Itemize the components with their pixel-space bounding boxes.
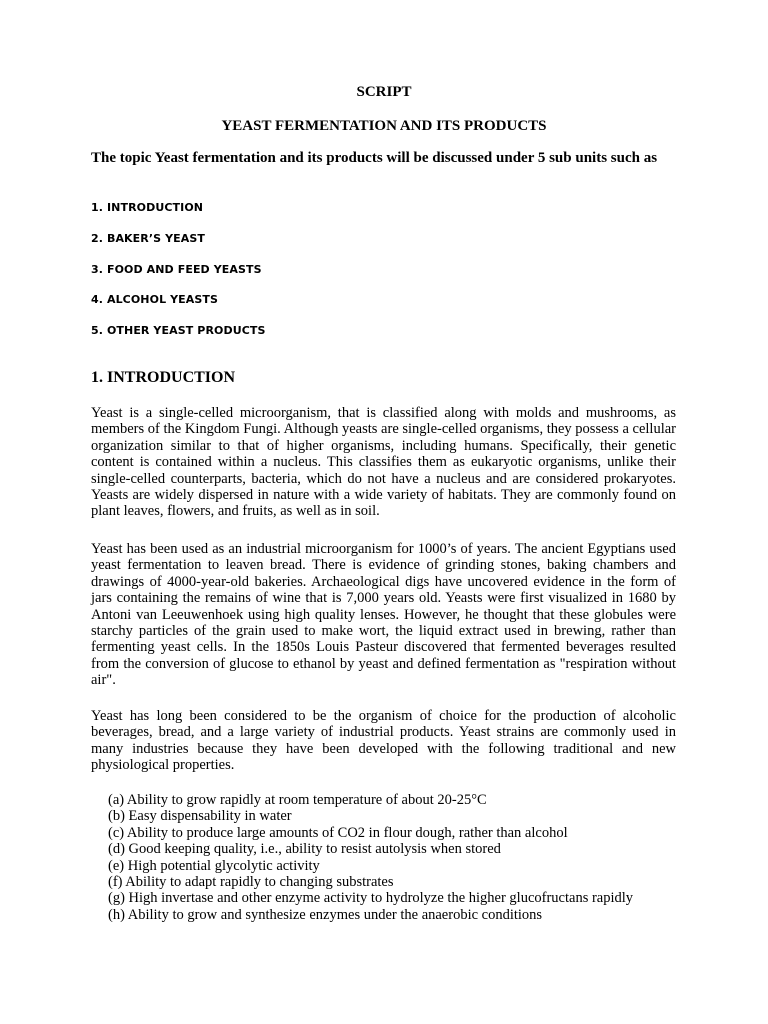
section-heading: 1. INTRODUCTION	[91, 369, 236, 386]
property-item: (a) Ability to grow rapidly at room temperature of about 20-25°C	[108, 792, 487, 808]
document-title: SCRIPT	[356, 84, 412, 100]
sub-unit-item: 3. FOOD AND FEED YEASTS	[91, 263, 262, 276]
property-item: (e) High potential glycolytic activity	[108, 857, 320, 874]
property-item: (h) Ability to grow and synthesize enzymes under the anaerobic conditions	[108, 906, 543, 923]
property-item: (f) Ability to adapt rapidly to changing substrates	[108, 874, 394, 891]
property-item: (c) Ability to produce large amounts of CO2 in flour dough, rather than alcohol	[108, 824, 568, 841]
property-item: (b) Easy dispensability in water	[108, 808, 292, 825]
paragraph: Yeast has been used as an industrial microorganism for 1000’s of years. The ancient Egyptians used yeast fermentation to leaven bread. There is evidence of grinding stones, baking chambers and drawings of 4000-year-old bakeries. Archaeological digs have uncovered evidence in the form of jars containing the remains of wine that is 7,000 years old. Yeasts were first visualized in 1680 by Antoni van Leeuwenhoek using high quality lenses. However, he thought that these globules were starchy particles of the grain used to make wort, the liquid extract used in brewing, rather than fermenting yeast cells. In the 1850s Louis Pasteur discovered that fermented beverages resulted from the conversion of glucose to ethanol by yeast and defined fermentation as "respiration without air".	[91, 541, 676, 689]
paragraph: Yeast is a single-celled microorganism, that is classified along with molds and mushrooms, as members of the Kingdom Fungi. Although yeasts are single-celled organisms, they possess a cellular organization similar to that of higher organisms, including humans. Specifically, their genetic content is contained within a nucleus. This classifies them as eukaryotic organisms, unlike their single-celled counterparts, bacteria, which do not have a nucleus and are considered prokaryotes. Yeasts are widely dispersed in nature with a wide variety of habitats. They are commonly found on plant leaves, flowers, and fruits, as well as in soil.	[91, 405, 676, 520]
sub-unit-item: 2. BAKER’S YEAST	[91, 232, 206, 245]
sub-unit-item: 5. OTHER YEAST PRODUCTS	[91, 324, 266, 337]
sub-unit-item: 4. ALCOHOL YEASTS	[91, 293, 219, 306]
sub-unit-item: 1. INTRODUCTION	[91, 201, 204, 214]
intro-statement: The topic Yeast fermentation and its products will be discussed under 5 sub units such as	[91, 150, 658, 166]
paragraph: Yeast has long been considered to be the organism of choice for the production of alcoholic beverages, bread, and a large variety of industrial products. Yeast strains are commonly used in many industries because they have been developed with the following traditional and new physiological properties.	[91, 708, 676, 774]
properties-list	[108, 792, 708, 923]
property-item: (g) High invertase and other enzyme activity to hydrolyze the higher glucofructans rapidly	[108, 890, 634, 907]
property-item: (d) Good keeping quality, i.e., ability to resist autolysis when stored	[108, 841, 501, 858]
document-subtitle: YEAST FERMENTATION AND ITS PRODUCTS	[221, 118, 547, 134]
